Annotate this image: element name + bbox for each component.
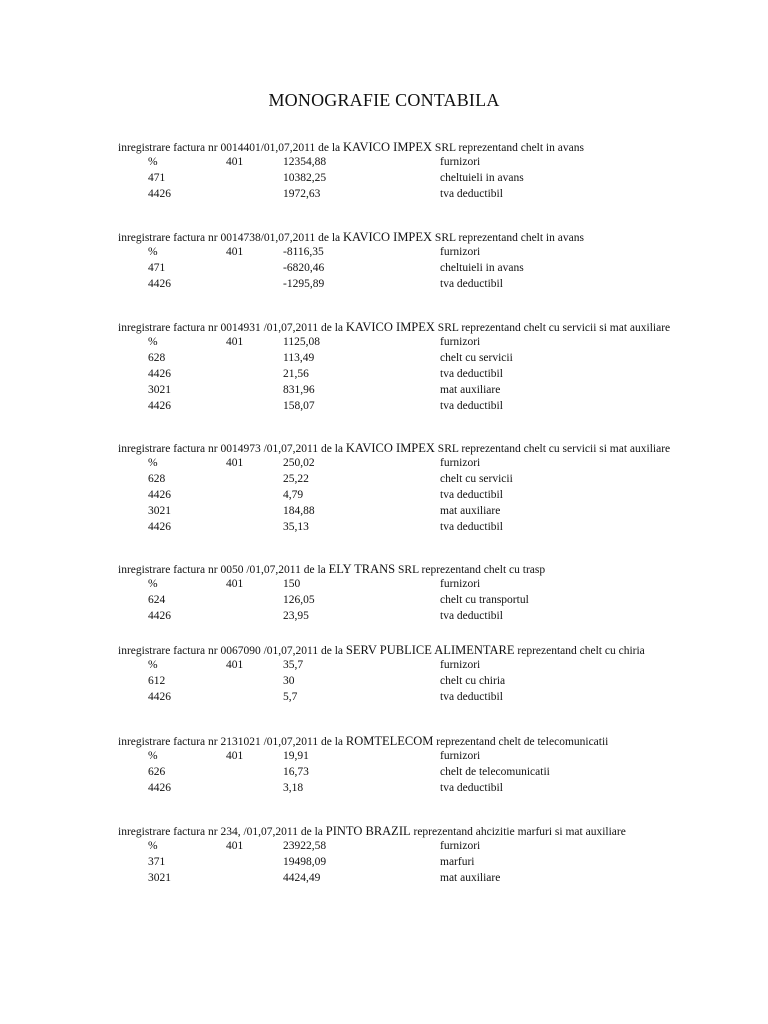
amount: 1972,63 <box>283 188 321 200</box>
account-description: furnizori <box>440 246 481 258</box>
entry-line <box>0 872 768 888</box>
account-description: mat auxiliare <box>440 384 501 396</box>
entry-line <box>0 352 768 368</box>
debit-account: % <box>148 578 158 590</box>
account-description: chelt cu transportul <box>440 594 529 606</box>
entry-title <box>118 441 670 456</box>
amount: 126,05 <box>283 594 315 606</box>
debit-account: % <box>148 246 158 258</box>
entry-line <box>0 172 768 188</box>
entry-line <box>0 691 768 707</box>
account-description: cheltuieli in avans <box>440 262 524 274</box>
entry-title-suffix: reprezentand ahcizitie marfuri si mat auxiliare <box>410 826 626 838</box>
debit-account: 4426 <box>148 782 171 794</box>
amount: 150 <box>283 578 301 590</box>
amount: 184,88 <box>283 505 315 517</box>
debit-account: 4426 <box>148 188 171 200</box>
amount: 1125,08 <box>283 336 320 348</box>
entry-line <box>0 578 768 594</box>
entry-line <box>0 594 768 610</box>
account-description: marfuri <box>440 856 475 868</box>
account-description: furnizori <box>440 578 481 590</box>
entry-supplier-name: KAVICO IMPEX <box>343 140 433 154</box>
debit-account: 4426 <box>148 691 171 703</box>
entry-line <box>0 505 768 521</box>
amount: 23922,58 <box>283 840 327 852</box>
account-description: furnizori <box>440 750 481 762</box>
account-description: tva deductibil <box>440 521 503 533</box>
entry-line <box>0 840 768 856</box>
account-description: furnizori <box>440 457 481 469</box>
entry-line <box>0 246 768 262</box>
entry-title-suffix: SRL reprezentand chelt cu trasp <box>395 564 546 576</box>
debit-account: % <box>148 156 158 168</box>
account-description: tva deductibil <box>440 691 503 703</box>
entry-supplier-name: KAVICO IMPEX <box>343 230 433 244</box>
entry-line <box>0 750 768 766</box>
entry-line <box>0 368 768 384</box>
entry-line <box>0 262 768 278</box>
credit-account: 401 <box>226 246 244 258</box>
entry-line <box>0 188 768 204</box>
entry-title <box>118 734 608 749</box>
debit-account: 626 <box>148 766 166 778</box>
debit-account: 4426 <box>148 489 171 501</box>
entry-title <box>118 643 645 658</box>
amount: 12354,88 <box>283 156 327 168</box>
debit-account: % <box>148 336 158 348</box>
entry-title <box>118 562 545 577</box>
amount: 35,13 <box>283 521 309 533</box>
debit-account: % <box>148 840 158 852</box>
debit-account: % <box>148 659 158 671</box>
amount: 250,02 <box>283 457 315 469</box>
entry-title <box>118 824 626 839</box>
entry-line <box>0 384 768 400</box>
amount: -6820,46 <box>283 262 325 274</box>
debit-account: 612 <box>148 675 166 687</box>
account-description: chelt cu servicii <box>440 352 513 364</box>
account-description: tva deductibil <box>440 278 503 290</box>
account-description: furnizori <box>440 840 481 852</box>
debit-account: 4426 <box>148 521 171 533</box>
amount: 23,95 <box>283 610 309 622</box>
debit-account: 3021 <box>148 872 171 884</box>
amount: 16,73 <box>283 766 309 778</box>
account-description: tva deductibil <box>440 368 503 380</box>
entry-title <box>118 140 584 155</box>
debit-account: 4426 <box>148 610 171 622</box>
entry-title-suffix: SRL reprezentand chelt cu servicii si mat auxiliare <box>434 322 671 334</box>
entry-title-prefix: inregistrare factura nr 0014738/01,07,2011 de la <box>118 232 344 244</box>
account-description: furnizori <box>440 659 481 671</box>
entry-line <box>0 278 768 294</box>
debit-account: 371 <box>148 856 166 868</box>
entry-line <box>0 659 768 675</box>
debit-account: 471 <box>148 172 166 184</box>
entry-line <box>0 521 768 537</box>
amount: 831,96 <box>283 384 315 396</box>
entry-supplier-name: ELY TRANS <box>328 562 396 576</box>
entry-title-prefix: inregistrare factura nr 0014931 /01,07,2011 de la <box>118 322 346 334</box>
entry-title <box>118 230 584 245</box>
debit-account: 628 <box>148 473 166 485</box>
credit-account: 401 <box>226 750 244 762</box>
amount: 10382,25 <box>283 172 327 184</box>
debit-account: 628 <box>148 352 166 364</box>
debit-account: % <box>148 457 158 469</box>
entry-line <box>0 400 768 416</box>
amount: -8116,35 <box>283 246 324 258</box>
amount: 5,7 <box>283 691 298 703</box>
entry-title-suffix: reprezentand chelt de telecomunicatii <box>433 736 609 748</box>
account-description: tva deductibil <box>440 400 503 412</box>
entry-line <box>0 856 768 872</box>
entry-supplier-name: PINTO BRAZIL <box>325 824 411 838</box>
entry-title-prefix: inregistrare factura nr 0067090 /01,07,2011 de la <box>118 645 346 657</box>
entry-title-prefix: inregistrare factura nr 0014973 /01,07,2011 de la <box>118 443 346 455</box>
entry-title-suffix: SRL reprezentand chelt cu servicii si mat auxiliare <box>434 443 671 455</box>
amount: -1295,89 <box>283 278 325 290</box>
debit-account: % <box>148 750 158 762</box>
debit-account: 3021 <box>148 505 171 517</box>
account-description: furnizori <box>440 156 481 168</box>
entry-line <box>0 489 768 505</box>
account-description: chelt cu servicii <box>440 473 513 485</box>
amount: 25,22 <box>283 473 309 485</box>
account-description: tva deductibil <box>440 188 503 200</box>
account-description: chelt cu chiria <box>440 675 506 687</box>
debit-account: 4426 <box>148 400 171 412</box>
entry-supplier-name: SERV PUBLICE ALIMENTARE <box>345 643 515 657</box>
amount: 4,79 <box>283 489 304 501</box>
account-description: tva deductibil <box>440 489 503 501</box>
entry-title-prefix: inregistrare factura nr 234, /01,07,2011 de la <box>118 826 326 838</box>
account-description: tva deductibil <box>440 782 503 794</box>
entry-line <box>0 766 768 782</box>
entry-title-suffix: SRL reprezentand chelt in avans <box>432 232 584 244</box>
amount: 3,18 <box>283 782 304 794</box>
credit-account: 401 <box>226 840 244 852</box>
account-description: chelt de telecomunicatii <box>440 766 550 778</box>
account-description: furnizori <box>440 336 481 348</box>
entry-title-prefix: inregistrare factura nr 0014401/01,07,2011 de la <box>118 142 344 154</box>
credit-account: 401 <box>226 578 244 590</box>
amount: 158,07 <box>283 400 315 412</box>
entry-line <box>0 675 768 691</box>
account-description: mat auxiliare <box>440 872 501 884</box>
entry-title-suffix: reprezentand chelt cu chiria <box>514 645 645 657</box>
amount: 19498,09 <box>283 856 327 868</box>
account-description: tva deductibil <box>440 610 503 622</box>
account-description: mat auxiliare <box>440 505 501 517</box>
debit-account: 624 <box>148 594 166 606</box>
credit-account: 401 <box>226 659 244 671</box>
amount: 30 <box>283 675 295 687</box>
entry-line <box>0 610 768 626</box>
amount: 21,56 <box>283 368 309 380</box>
amount: 113,49 <box>283 352 315 364</box>
credit-account: 401 <box>226 336 244 348</box>
debit-account: 4426 <box>148 368 171 380</box>
entry-line <box>0 336 768 352</box>
debit-account: 4426 <box>148 278 171 290</box>
amount: 4424,49 <box>283 872 321 884</box>
entry-line <box>0 457 768 473</box>
amount: 35,7 <box>283 659 304 671</box>
credit-account: 401 <box>226 156 244 168</box>
amount: 19,91 <box>283 750 309 762</box>
entry-supplier-name: ROMTELECOM <box>345 734 434 748</box>
entry-supplier-name: KAVICO IMPEX <box>345 320 435 334</box>
debit-account: 3021 <box>148 384 171 396</box>
entry-title <box>118 320 670 335</box>
entry-line <box>0 156 768 172</box>
entry-title-suffix: SRL reprezentand chelt in avans <box>432 142 584 154</box>
account-description: cheltuieli in avans <box>440 172 524 184</box>
debit-account: 471 <box>148 262 166 274</box>
page-title: MONOGRAFIE CONTABILA <box>268 90 500 110</box>
entry-line <box>0 473 768 489</box>
entry-title-prefix: inregistrare factura nr 2131021 /01,07,2011 de la <box>118 736 346 748</box>
entry-supplier-name: KAVICO IMPEX <box>345 441 435 455</box>
entry-line <box>0 782 768 798</box>
credit-account: 401 <box>226 457 244 469</box>
entry-title-prefix: inregistrare factura nr 0050 /01,07,2011 de la <box>118 564 329 576</box>
